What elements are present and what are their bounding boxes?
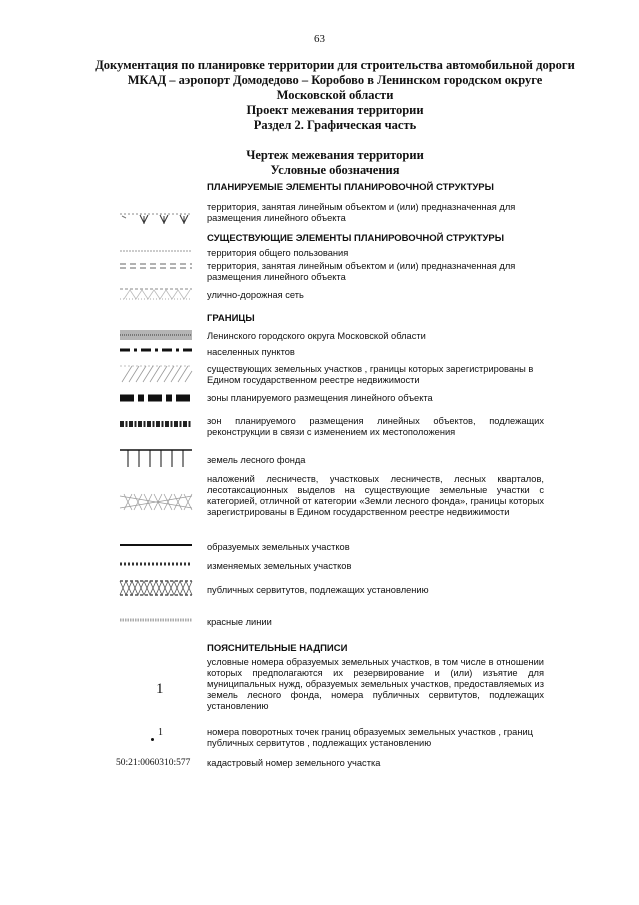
- reconstruction-zone-symbol: [118, 419, 198, 429]
- cadastral-sample: 50:21:0060310:577: [116, 758, 191, 768]
- page-number: 63: [314, 33, 325, 45]
- turning-points-label: номера поворотных точек границ образуемых земельных участков , границ публичных сервитутов , подлежащих установлению: [207, 727, 533, 748]
- existing-plots-label: существующих земельных участков , границы которых зарегистрированы в Едином государственном реестре недвижимости: [207, 364, 534, 385]
- forest-lands-label: земель лесного фонда: [207, 455, 306, 465]
- public-territory-label: территория общего пользования: [207, 248, 349, 258]
- section-borders-heading: ГРАНИЦЫ: [207, 313, 255, 324]
- overlaps-label: наложений лесничеств, участковых лесничеств, лесных кварталов, лесотаксационных выделов на существующие земельные участки с категорией, отличной от категории «Земли лесного фонда», границы которых зарегистрированы в Едином государственном реестре недвижимости: [207, 474, 544, 517]
- changed-plots-symbol: [118, 560, 198, 568]
- existing-plots-symbol: [118, 364, 198, 384]
- public-territory-symbol: [118, 247, 198, 255]
- planned-linear-symbol: [118, 204, 198, 226]
- section-notes-heading: ПОЯСНИТЕЛЬНЫЕ НАДПИСИ: [207, 643, 348, 654]
- public-easements-label: публичных сервитутов, подлежащих установлению: [207, 585, 429, 595]
- legend-title: Условные обозначения: [270, 163, 400, 177]
- existing-linear-symbol: [118, 261, 198, 271]
- title-line: Проект межевания территории: [246, 103, 424, 117]
- forest-lands-symbol: [118, 447, 198, 469]
- changed-plots-label: изменяемых земельных участков: [207, 561, 352, 571]
- leninsky-border-symbol: [118, 329, 198, 341]
- settlements-border-symbol: [118, 346, 198, 354]
- formed-plots-label: образуемых земельных участков: [207, 542, 350, 552]
- reconstruction-zone-label: зон планируемого размещения линейных объектов, подлежащих реконструкции в связи с изменением их местоположения: [207, 416, 544, 437]
- conditional-numbers-label: условные номера образуемых земельных участков, в том числе в отношении которых предполагаются их резервирование и (или) изъятие для муниципальных нужд, образуемых земельных участков, предоставляемых из земель лесного фонда, номера публичных сервитутов, подлежащих установлению: [207, 657, 544, 711]
- turning-point-dot: [151, 738, 154, 741]
- red-lines-label: красные линии: [207, 617, 272, 627]
- title-line: Документация по планировке территории для строительства автомобильной дороги: [95, 58, 575, 72]
- document-title: [40, 58, 630, 133]
- overlaps-symbol: [118, 492, 198, 512]
- title-line: Московской области: [276, 88, 394, 102]
- title-line: МКАД – аэропорт Домодедово – Коробово в Ленинском городском округе: [127, 73, 543, 87]
- settlements-border-label: населенных пунктов: [207, 347, 295, 357]
- public-easements-symbol: [118, 578, 198, 598]
- red-lines-symbol: [118, 616, 198, 624]
- existing-linear-label: территория, занятая линейным объектом и (или) предназначенная для размещения линейного объекта: [207, 261, 516, 282]
- street-network-label: улично-дорожная сеть: [207, 290, 304, 300]
- section-existing-heading: СУЩЕСТВУЮЩИЕ ЭЛЕМЕНТЫ ПЛАНИРОВОЧНОЙ СТРУКТУРЫ: [207, 233, 505, 244]
- turning-point-sample: 1: [158, 727, 163, 738]
- planned-zone-label: зоны планируемого размещения линейного объекта: [207, 393, 433, 403]
- drawing-title: Чертеж межевания территории: [246, 148, 424, 162]
- planned-zone-symbol: [118, 392, 198, 404]
- formed-plots-symbol: [118, 541, 198, 549]
- leninsky-border-label: Ленинского городского округа Московской области: [207, 331, 426, 341]
- drawing-title-block: [40, 148, 630, 178]
- planned-linear-label: территория, занятая линейным объектом и (или) предназначенная для размещения линейного объекта: [207, 202, 516, 223]
- title-line: Раздел 2. Графическая часть: [253, 118, 417, 132]
- conditional-number-sample: 1: [156, 681, 164, 697]
- street-network-symbol: [118, 287, 198, 301]
- cadastral-label: кадастровый номер земельного участка: [207, 758, 381, 768]
- section-planned-heading: ПЛАНИРУЕМЫЕ ЭЛЕМЕНТЫ ПЛАНИРОВОЧНОЙ СТРУКТУРЫ: [207, 182, 494, 193]
